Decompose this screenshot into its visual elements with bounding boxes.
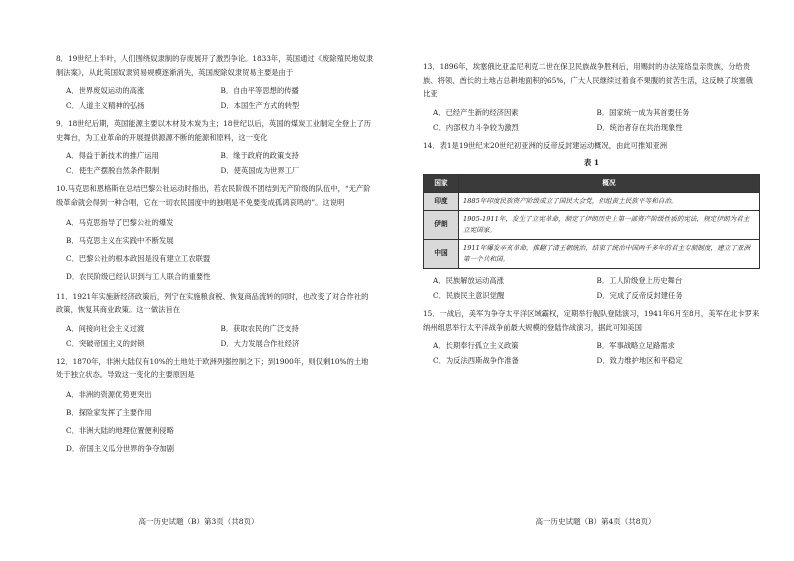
table-cell-country: 中国	[424, 239, 459, 268]
option-b[interactable]: B．缘于政府的政策支持	[220, 151, 299, 161]
option-d[interactable]: D．致力维护地区和平稳定	[596, 356, 683, 366]
table-caption: 表 1	[584, 158, 599, 168]
option-b[interactable]: B．探险家发挥了主要作用	[66, 407, 152, 417]
table-cell-overview: 1885年印度民族资产阶级成立了国民大会党，但组黄土民族平等和自治。	[459, 192, 760, 210]
question-stem: 8．19世纪上半叶，人们围绕奴隶制的存废展开了激烈争论。1833年，英国通过《废除殖民地奴隶制法案》，从此英国奴隶贸易规模逐渐消失，英国废除奴隶贸易主要是由于	[56, 54, 374, 77]
answer-options	[423, 105, 760, 135]
question-15	[423, 307, 760, 368]
option-c[interactable]: C．民族民主意识觉醒	[433, 290, 505, 300]
option-b[interactable]: B．工人阶级登上历史舞台	[596, 275, 683, 285]
question-11	[56, 290, 375, 351]
table-row	[424, 210, 760, 239]
option-d[interactable]: D．农民阶级已经认识到与工人联合的重要性	[66, 271, 211, 281]
table-cell-overview: 1911年爆发辛亥革命，推翻了清王朝统治，结束了统治中国两千多年的君主专制制度，建立了亚洲第一个共和国。	[459, 239, 760, 268]
option-a[interactable]: A．民族解放运动高涨	[433, 275, 504, 285]
history-table	[423, 174, 760, 269]
answer-options	[423, 338, 760, 368]
question-10	[56, 182, 375, 285]
option-d[interactable]: D．帝国主义瓜分世界的争夺加剧	[66, 443, 175, 453]
option-c[interactable]: C．非洲大陆的地理位置便利侵略	[66, 425, 174, 435]
page-footer: 高一历史试题（B）第3页（共8页）	[138, 517, 259, 526]
option-d[interactable]: D．统治者存在共治现象性	[596, 122, 683, 132]
question-stem: 13．1896年，埃塞俄比亚孟尼利克二世在保卫民族战争胜利后，用赐封的办法笼络皇亲贵族，分给贵族、将领、酋长的土地占总耕地面积的65%，广大人民继续过着食不果腹的贫苦生活，这反映了埃塞俄比亚	[423, 62, 753, 99]
option-a[interactable]: A．马克思指导了巴黎公社的爆发	[66, 217, 174, 227]
table-header-overview: 概况	[459, 174, 760, 192]
answer-options	[56, 386, 375, 458]
question-12	[56, 355, 375, 458]
option-c[interactable]: C．使生产摆脱自然条件限制	[66, 166, 160, 176]
option-c[interactable]: C．为反法西斯战争作准备	[433, 356, 519, 366]
option-b[interactable]: B．马克思主义在实践中不断发展	[66, 235, 174, 245]
question-13	[423, 60, 760, 135]
exam-page-right	[397, 0, 794, 561]
answer-options	[56, 321, 375, 351]
answer-options	[56, 214, 375, 286]
table-cell-overview: 1905-1911年，发生了立宪革命，制定了伊朗历史上第一部资产阶级性质的宪法，规定伊朗为君主立宪国家。	[459, 210, 760, 239]
question-stem: 12．1870年，非洲大陆仅有10%的土地处于欧洲列强控制之下；到1900年，则仅剩10%的土地处于独立状态。导致这一变化的主要原因是	[56, 356, 369, 380]
question-14	[423, 139, 760, 303]
question-8	[56, 52, 375, 113]
table-row	[424, 239, 760, 268]
question-stem: 15．一战后，美军为争夺太平洋区域霸权，定期举行舰队登陆演习，1941年6月至8月，美军在北卡罗来纳州组思举行太平洋战争前最大规模的登陆作战演习，据此可知美国	[423, 308, 760, 332]
table-header-row	[424, 174, 760, 192]
option-b[interactable]: B．国家统一成为其首要任务	[596, 107, 690, 117]
option-d[interactable]: D．使英国成为世界工厂	[220, 166, 300, 176]
option-b[interactable]: B．军事战略立足路需求	[596, 341, 675, 351]
question-stem: 9．18世纪后期，英国能源主要以木材及木炭为主；18世纪以后，英国的煤炭工业制定全登上了历史舞台，为工业革命的开展提供源源不断的能源和原料，这一变化	[56, 119, 372, 142]
option-b[interactable]: B．获取农民的广泛支持	[220, 323, 299, 333]
table-cell-country: 伊朗	[424, 210, 459, 239]
option-c[interactable]: C．人道主义精神的弘扬	[66, 101, 145, 111]
question-stem: 11．1921年实施新经济政策后，列宁在实施粮食税、恢复商品流转的同时，也改变了对合作社的政策，恢复其商业政策。这一做法旨在	[56, 291, 369, 315]
option-a[interactable]: A．长期奉行孤立主义政策	[433, 341, 519, 351]
option-c[interactable]: C．内部权力斗争较为激烈	[433, 122, 519, 132]
table-header-country: 国家	[424, 174, 459, 192]
table-cell-country: 印度	[424, 192, 459, 210]
page-footer: 高一历史试题（B）第4页（共8页）	[535, 517, 656, 526]
answer-options	[56, 83, 375, 113]
option-a[interactable]: A．世界废奴运动的高涨	[66, 86, 145, 96]
question-stem: 10.马克思和恩格斯在总结巴黎公社运动时指出，若农民阶级不团结到无产阶级的队伍中，“无产阶级革命就会得到一种合唱，它在一切农民国度中的独唱是不免要变成孤鸿哀鸣的”。这说明	[56, 184, 371, 207]
answer-options	[423, 273, 760, 303]
option-a[interactable]: A．已经产生新的经济因素	[433, 107, 519, 117]
option-b[interactable]: B．自由平等思想的传播	[220, 86, 299, 96]
option-d[interactable]: D．大力发展合作社经济	[220, 338, 300, 348]
option-c[interactable]: C．巴黎公社的根本政因是没有建立工农联盟	[66, 253, 211, 263]
option-a[interactable]: A．得益于新技术的推广运用	[66, 151, 159, 161]
question-stem: 14．表1是19世纪末20世纪初亚洲的反帝反封建运动概况，由此可推知亚洲	[423, 140, 668, 150]
option-a[interactable]: A．间接向社会主义过渡	[66, 323, 145, 333]
option-c[interactable]: C．突破帝国主义的封锁	[66, 338, 145, 348]
option-d[interactable]: D．完成了反帝反封建任务	[596, 290, 683, 300]
table-row	[424, 192, 760, 210]
option-d[interactable]: D．本国生产方式的转型	[220, 101, 300, 111]
option-a[interactable]: A．非洲的资源优势更突出	[66, 389, 152, 399]
question-9	[56, 117, 375, 178]
answer-options	[56, 148, 375, 178]
